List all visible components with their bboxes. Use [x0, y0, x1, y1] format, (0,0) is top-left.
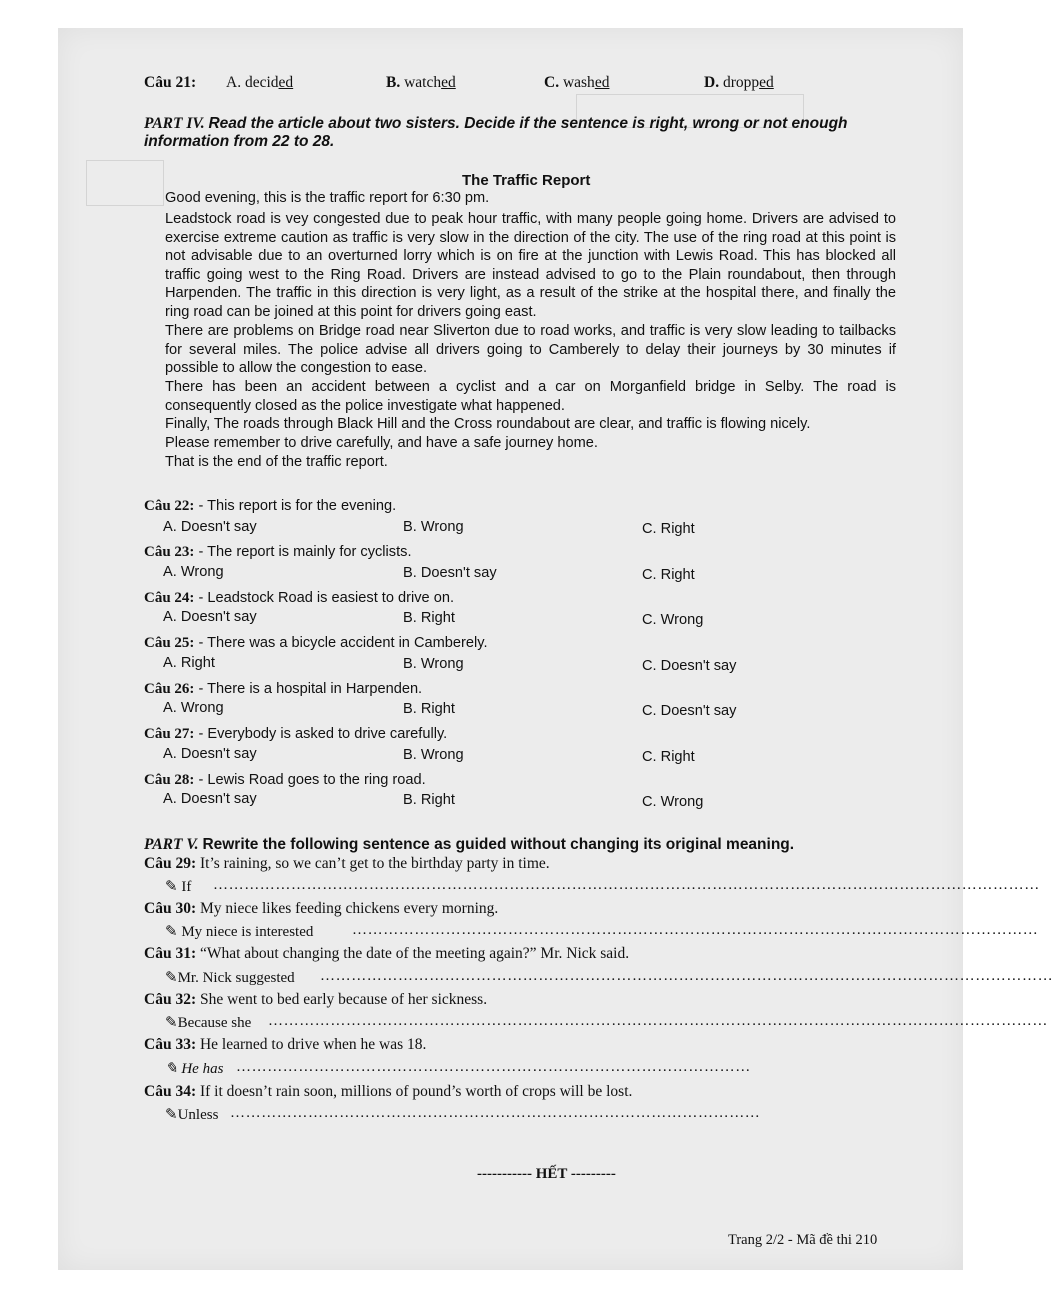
part-instruction: Read the article about two sisters. Decide if the sentence is right, wrong or not enough: [208, 115, 848, 132]
option-c[interactable]: C. Right: [642, 567, 695, 583]
option-b[interactable]: B. Doesn't say: [403, 565, 497, 581]
part-instruction: Rewrite the following sentence as guided without changing its original meaning.: [202, 836, 795, 853]
pencil-icon: ✎: [165, 970, 178, 986]
question-label: Câu 28:: [144, 772, 195, 788]
question-label: Câu 30:: [144, 900, 197, 917]
article-paragraph: Please remember to drive carefully, and have a safe journey home.: [165, 435, 598, 451]
question-text: - Lewis Road goes to the ring road.: [198, 772, 426, 788]
option-c[interactable]: C. Right: [642, 749, 695, 765]
end-mark: ----------- HẾT ---------: [477, 1166, 616, 1182]
option-b[interactable]: B. Wrong: [403, 519, 464, 535]
part-label: PART V.: [144, 836, 199, 853]
option-a[interactable]: A. Wrong: [163, 700, 224, 716]
question-text: “What about changing the date of the meeting again?” Mr. Nick said.: [199, 945, 630, 962]
bleed-through-box: [86, 160, 164, 206]
article-paragraph: Leadstock road is vey congested due to peak hour traffic, with many people going home. Drivers are advised to exercise extreme caution as traffic is very slow in the direction of the city. The use of the ring road at this point is not advisable due to an overturned lorry which is on fire at the junction with Lewis Road. This has blocked all traffic going west to the Ring Road. Drivers are instead advised to go to the Plain roundabout, then through Harpenden. The traffic in this direction is very light, as a result of the strike at the hospital there, and finally the ring road can be joined at this point for drivers going east.: [165, 211, 896, 320]
question-label: Câu 27:: [144, 726, 195, 742]
question-label: Câu 29:: [144, 855, 197, 872]
option-b[interactable]: B. Wrong: [403, 656, 464, 672]
part-4-heading: [144, 115, 848, 133]
answer-line[interactable]: ✎Unless: [165, 1107, 219, 1123]
pencil-icon: ✎: [165, 1107, 178, 1123]
option-b[interactable]: B. Wrong: [403, 747, 464, 763]
article-paragraph: There has been an accident between a cyclist and a car on Morganfield bridge in Selby. The road is consequently closed as the police investigate what happened.: [165, 379, 896, 414]
question-text: It’s raining, so we can’t get to the birthday party in time.: [199, 855, 550, 872]
question-label: Câu 31:: [144, 945, 197, 962]
page-footer: Trang 2/2 - Mã đề thi 210: [728, 1232, 878, 1248]
option-c[interactable]: C. Right: [642, 521, 695, 537]
question-label: Câu 24:: [144, 590, 195, 606]
option-b[interactable]: B. watched: [386, 74, 456, 91]
option-a[interactable]: A. Wrong: [163, 564, 224, 580]
part-5-heading: [144, 836, 794, 854]
option-b[interactable]: B. Right: [403, 701, 455, 717]
answer-line[interactable]: ✎Because she: [165, 1015, 252, 1031]
question-label: Câu 34:: [144, 1083, 197, 1100]
answer-blank[interactable]: ……………………………………………………………………………………………………………………………………: [268, 1013, 1048, 1029]
answer-blank[interactable]: ……………………………………………………………………………………………………………………………: [320, 968, 1053, 984]
question-text: - There was a bicycle accident in Camberely.: [198, 635, 488, 651]
pencil-icon: ✎: [165, 924, 178, 940]
answer-blank[interactable]: …………………………………………………………………………………………: [230, 1105, 761, 1121]
answer-line[interactable]: ✎ My niece is interested: [165, 924, 314, 940]
answer-line[interactable]: ✎ He has: [165, 1061, 224, 1077]
question-label: Câu 33:: [144, 1036, 197, 1053]
answer-blank[interactable]: ……………………………………………………………………………………………………………………: [352, 922, 1039, 938]
question-text: He learned to drive when he was 18.: [199, 1036, 427, 1053]
answer-blank[interactable]: ……………………………………………………………………………………………………………………………………………: [213, 877, 1040, 893]
question-label: Câu 22:: [144, 498, 195, 514]
option-c[interactable]: C. washed: [544, 74, 610, 91]
part-4-instruction-line-2: information from 22 to 28.: [144, 133, 335, 150]
option-a[interactable]: A. Doesn't say: [163, 609, 257, 625]
question-text: - There is a hospital in Harpenden.: [198, 681, 423, 697]
article-title: The Traffic Report: [462, 172, 591, 189]
pencil-icon: ✎: [165, 879, 178, 895]
option-b[interactable]: B. Right: [403, 610, 455, 626]
option-a[interactable]: A. Doesn't say: [163, 746, 257, 762]
option-b[interactable]: B. Right: [403, 792, 455, 808]
question-text: - Everybody is asked to drive carefully.: [198, 726, 448, 742]
question-text: - This report is for the evening.: [198, 498, 397, 514]
option-c[interactable]: C. Wrong: [642, 612, 704, 628]
question-text: If it doesn’t rain soon, millions of pound’s worth of crops will be lost.: [199, 1083, 633, 1100]
question-text: My niece likes feeding chickens every morning.: [199, 900, 499, 917]
article-paragraph: Finally, The roads through Black Hill and the Cross roundabout are clear, and traffic is flowing nicely.: [165, 416, 811, 432]
pencil-icon: ✎: [165, 1061, 178, 1077]
question-text: She went to bed early because of her sickness.: [199, 991, 488, 1008]
answer-line[interactable]: ✎ If: [165, 879, 192, 895]
answer-blank[interactable]: ………………………………………………………………………………………: [236, 1059, 751, 1075]
question-text: - Leadstock Road is easiest to drive on.: [198, 590, 455, 606]
option-a[interactable]: A. decided: [226, 74, 294, 91]
article-paragraph: There are problems on Bridge road near Sliverton due to road works, and traffic is very slow leading to tailbacks for several miles. The police advise all drivers going to Camberely to delay their journeys by 30 minutes if possible to allow the congestion to ease.: [165, 323, 896, 377]
option-d[interactable]: D. dropped: [704, 74, 774, 91]
option-a[interactable]: A. Right: [163, 655, 215, 671]
option-a[interactable]: A. Doesn't say: [163, 791, 257, 807]
question-text: - The report is mainly for cyclists.: [198, 544, 412, 560]
part-label: PART IV.: [144, 115, 205, 132]
option-a[interactable]: A. Doesn't say: [163, 519, 257, 535]
answer-line[interactable]: ✎Mr. Nick suggested: [165, 970, 295, 986]
option-c[interactable]: C. Wrong: [642, 794, 704, 810]
question-label: Câu 25:: [144, 635, 195, 651]
article-paragraph: Good evening, this is the traffic report for 6:30 pm.: [165, 190, 490, 206]
pencil-icon: ✎: [165, 1015, 178, 1031]
question-label: Câu 32:: [144, 991, 197, 1008]
question-label: Câu 26:: [144, 681, 195, 697]
question-label: Câu 23:: [144, 544, 195, 560]
question-label: Câu 21:: [144, 74, 197, 91]
article-paragraph: That is the end of the traffic report.: [165, 454, 388, 470]
option-c[interactable]: C. Doesn't say: [642, 658, 737, 674]
option-c[interactable]: C. Doesn't say: [642, 703, 737, 719]
